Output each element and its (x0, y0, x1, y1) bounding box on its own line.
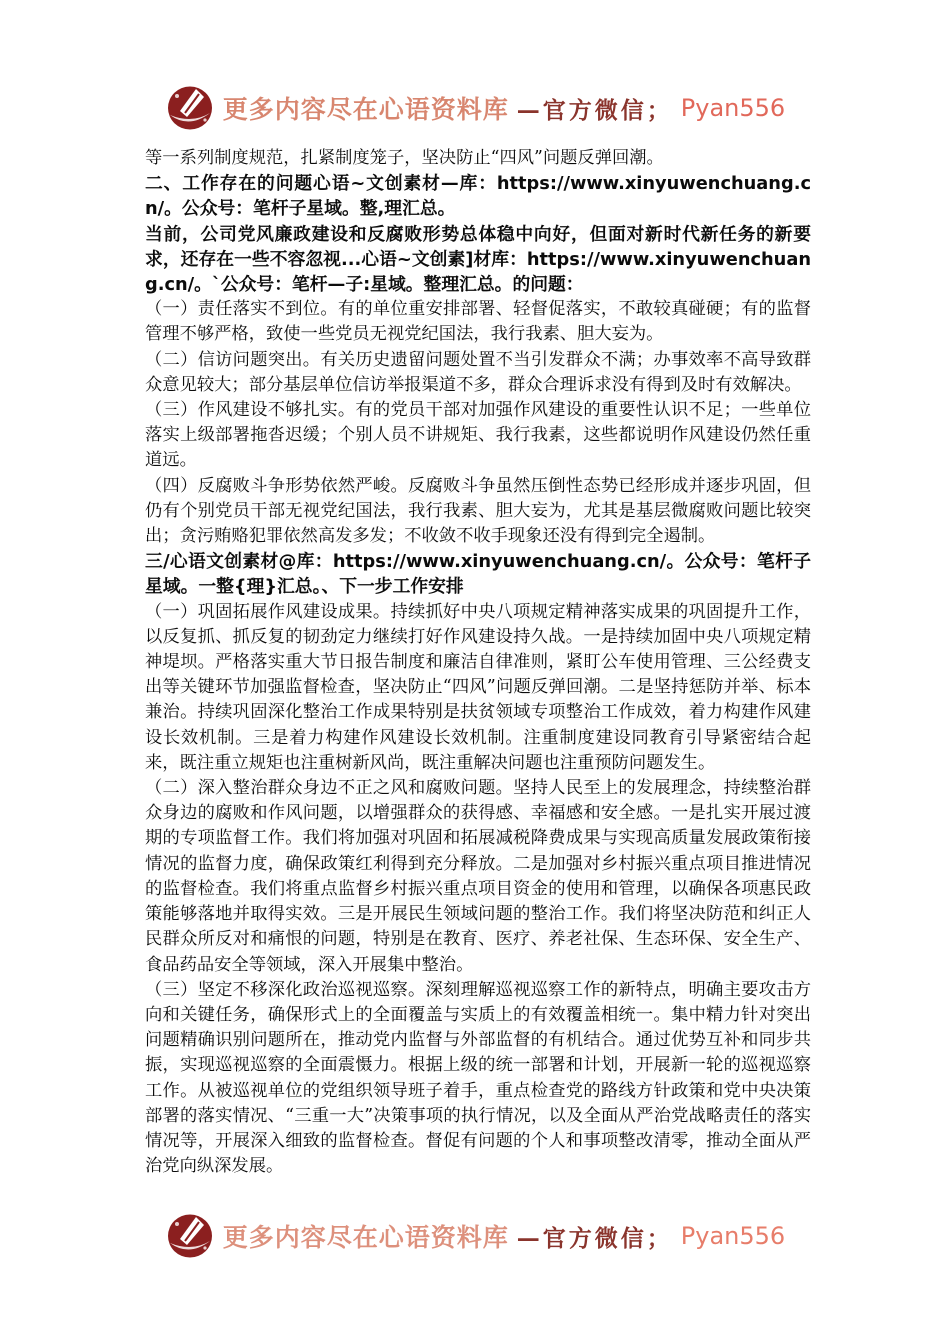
paragraph-problem-2: （二）信访问题突出。有关历史遗留问题处置不当引发群众不满；办事效率不高导致群众意见较大；部分基层单位信访举报渠道不多，群众合理诉求没有得到及时有效解决。 (145, 349, 811, 395)
watermark-wechat-label: —官方微信； (516, 96, 673, 124)
document-body (145, 146, 811, 1179)
paragraph-plan-3: （三）坚定不移深化政治巡视巡察。深刻理解巡视巡察工作的新特点，明确主要攻击方向和关键任务，确保形式上的全面覆盖与实质上的有效覆盖相统一。集中精力针对突出问题精确识别问题所在，推动党内监督与外部监督的有机结合。通过优势互补和同步共振，实现巡视巡察的全面震慑力。根据上级的统一部署和计划，开展新一轮的巡视巡察工作。从被巡视单位的党组织领导班子着手，重点检查党的路线方针政策和党中央决策部署的落实情况、“三重一大”决策事项的执行情况，以及全面从严治党战略责任的落实情况等，开展深入细致的监督检查。督促有问题的个人和事项整改清零，推动全面从严治党向纵深发展。 (145, 979, 811, 1177)
paragraph-problem-4: （四）反腐败斗争形势依然严峻。反腐败斗争虽然压倒性态势已经形成并逐步巩固，但仍有个别党员干部无视党纪国法，我行我素、胆大妄为，尤其是基层微腐败问题比较突出；贪污贿赂犯罪依然高发多发；不收敛不收手现象还没有得到完全遏制。 (145, 475, 811, 547)
pen-nib-badge-icon (165, 1212, 215, 1260)
paragraph-continuation: 等一系列制度规范，扎紧制度笼子，坚决防止“四风”问题反弹回潮。 (145, 148, 664, 168)
watermark-wechat-id: Pyan556 (680, 94, 786, 122)
watermark-footer (0, 1210, 950, 1262)
heading-section-3: 三/心语文创素材@库：https://www.xinyuwenchuang.cn/。公众号：笔杆子星域。一整{理}汇总。、下一步工作安排 (145, 551, 811, 598)
paragraph-problem-3: （三）作风建设不够扎实。有的党员干部对加强作风建设的重要性认识不足；一些单位落实上级部署拖沓迟缓；个别人员不讲规矩、我行我素，这些都说明作风建设仍然任重道远。 (145, 400, 811, 471)
heading-section-2: 二、工作存在的问题心语~文创素材—库：https://www.xinyuwenchuang.cn/。公众号：笔杆子星域。整,理汇总。 (145, 173, 811, 220)
pen-nib-badge-icon (165, 84, 215, 132)
watermark-brand-text: 更多内容尽在心语资料库 (222, 1223, 509, 1252)
paragraph-section-2-intro: 当前，公司党风廉政建设和反腐败形势总体稳中向好，但面对新时代新任务的新要求，还存在一些不容忽视...心语~文创素]材库：https://www.xinyuwenchuang.cn/。`公众号：笔杆—子:星域。整理汇总。的问题： (145, 223, 811, 296)
paragraph-plan-1: （一）巩固拓展作风建设成果。持续抓好中央八项规定精神落实成果的巩固提升工作，以反复抓、抓反复的韧劲定力继续打好作风建设持久战。一是持续加固中央八项规定精神堤坝。严格落实重大节日报告制度和廉洁自律准则，紧盯公车使用管理、三公经费支出等关键环节加强监督检查，坚决防止“四风”问题反弹回潮。二是坚持惩防并举、标本兼治。持续巩固深化整治工作成果特别是扶贫领域专项整治工作成效，着力构建作风建设长效机制。三是着力构建作风建设长效机制。注重制度建设同教育引导紧密结合起来，既注重立规矩也注重树新风尚，既注重解决问题也注重预防问题发生。 (145, 601, 811, 773)
paragraph-problem-1: （一）责任落实不到位。有的单位重安排部署、轻督促落实，不敢较真碰硬；有的监督管理不够严格，致使一些党员无视党纪国法，我行我素、胆大妄为。 (145, 299, 811, 345)
watermark-wechat-label: —官方微信； (516, 1224, 673, 1252)
watermark-header (0, 82, 950, 134)
watermark-wechat-id: Pyan556 (680, 1222, 786, 1250)
watermark-brand-text: 更多内容尽在心语资料库 (222, 95, 509, 124)
paragraph-plan-2: （二）深入整治群众身边不正之风和腐败问题。坚持人民至上的发展理念，持续整治群众身边的腐败和作风问题，以增强群众的获得感、幸福感和安全感。一是扎实开展过渡期的专项监督工作。我们将加强对巩固和拓展减税降费成果与实现高质量发展政策衔接情况的监督力度，确保政策红利得到充分释放。二是加强对乡村振兴重点项目推进情况的监督检查。我们将重点监督乡村振兴重点项目资金的使用和管理，以确保各项惠民政策能够落地并取得实效。三是开展民生领域问题的整治工作。我们将坚决防范和纠正人民群众所反对和痛恨的问题，特别是在教育、医疗、养老社保、生态环保、安全生产、食品药品安全等领域，深入开展集中整治。 (145, 778, 811, 975)
